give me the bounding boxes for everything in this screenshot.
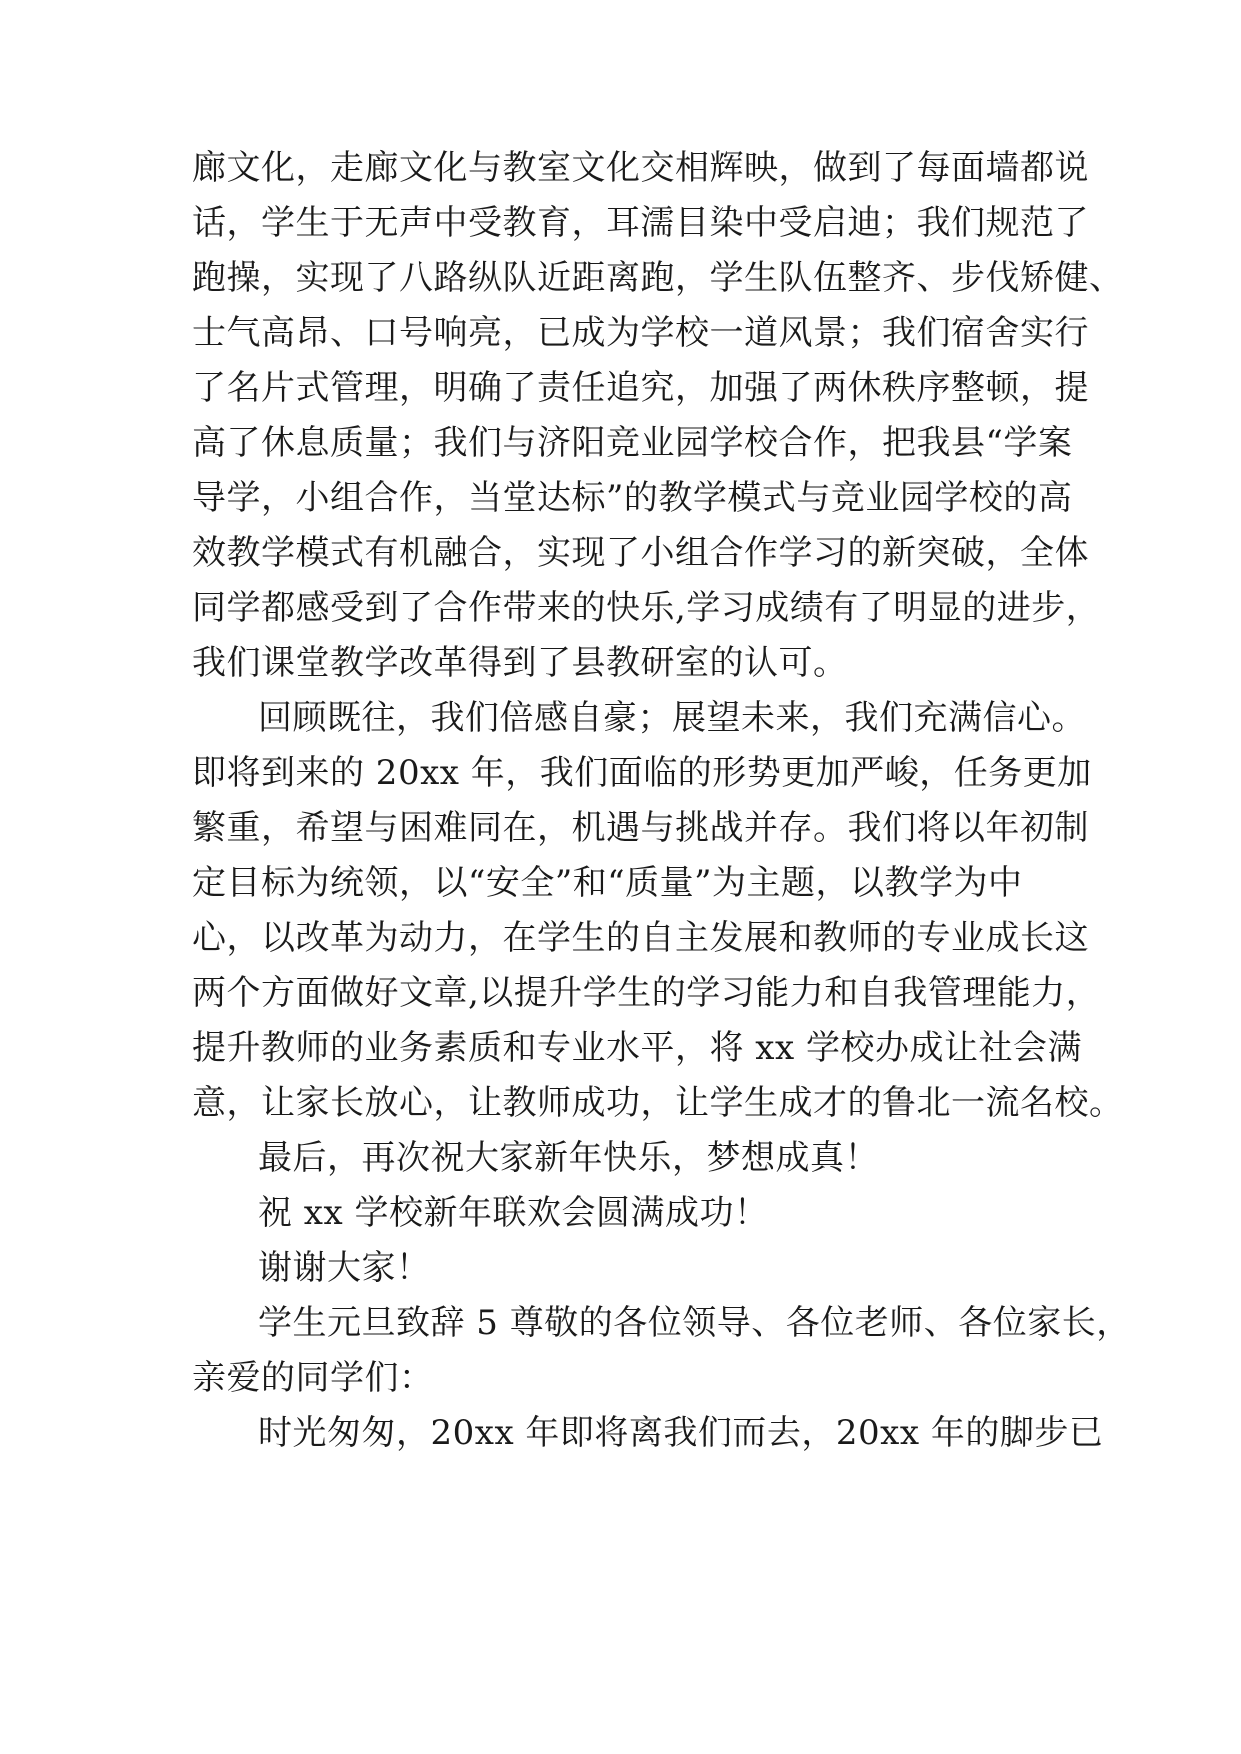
text-line: 提升教师的业务素质和专业水平，将 xx 学校办成让社会满 [192, 1028, 1082, 1068]
text-line: 了名片式管理，明确了责任追究，加强了两休秩序整顿，提 [192, 368, 1089, 408]
paragraph-start: 谢谢大家！ [258, 1248, 431, 1288]
text-line: 廊文化，走廊文化与教室文化交相辉映，做到了每面墙都说 [192, 148, 1089, 188]
text-line: 即将到来的 20xx 年，我们面临的形势更加严峻，任务更加 [192, 753, 1092, 793]
text-line: 效教学模式有机融合，实现了小组合作学习的新突破，全体 [192, 533, 1089, 573]
text-line: 高了休息质量；我们与济阳竞业园学校合作，把我县“学案 [192, 423, 1073, 463]
text-line: 导学，小组合作，当堂达标”的教学模式与竞业园学校的高 [192, 478, 1073, 518]
text-line: 亲爱的同学们： [192, 1358, 434, 1398]
text-line: 士气高昂、口号响亮，已成为学校一道风景；我们宿舍实行 [192, 313, 1089, 353]
text-line: 我们课堂教学改革得到了县教研室的认可。 [192, 643, 848, 683]
text-line: 繁重，希望与困难同在，机遇与挑战并存。我们将以年初制 [192, 808, 1089, 848]
paragraph-start: 祝 xx 学校新年联欢会圆满成功！ [258, 1193, 769, 1233]
text-line: 意，让家长放心，让教师成功，让学生成才的鲁北一流名校。 [192, 1083, 1124, 1123]
paragraph-start: 时光匆匆，20xx 年即将离我们而去，20xx 年的脚步已 [258, 1413, 1104, 1453]
text-line: 话，学生于无声中受教育，耳濡目染中受启迪；我们规范了 [192, 203, 1089, 243]
paragraph-start: 最后，再次祝大家新年快乐，梦想成真！ [258, 1138, 879, 1178]
paragraph-start: 回顾既往，我们倍感自豪；展望未来，我们充满信心。 [258, 698, 1086, 738]
text-line: 同学都感受到了合作带来的快乐,学习成绩有了明显的进步， [192, 588, 1101, 628]
text-line: 定目标为统领，以“安全”和“质量”为主题，以教学为中 [192, 863, 1023, 903]
text-line: 心，以改革为动力，在学生的自主发展和教师的专业成长这 [192, 918, 1089, 958]
text-line: 两个方面做好文章,以提升学生的学习能力和自我管理能力， [192, 973, 1101, 1013]
text-line: 跑操，实现了八路纵队近距离跑，学生队伍整齐、步伐矫健、 [192, 258, 1124, 298]
paragraph-start: 学生元旦致辞 5 尊敬的各位领导、各位老师、各位家长， [258, 1303, 1131, 1343]
